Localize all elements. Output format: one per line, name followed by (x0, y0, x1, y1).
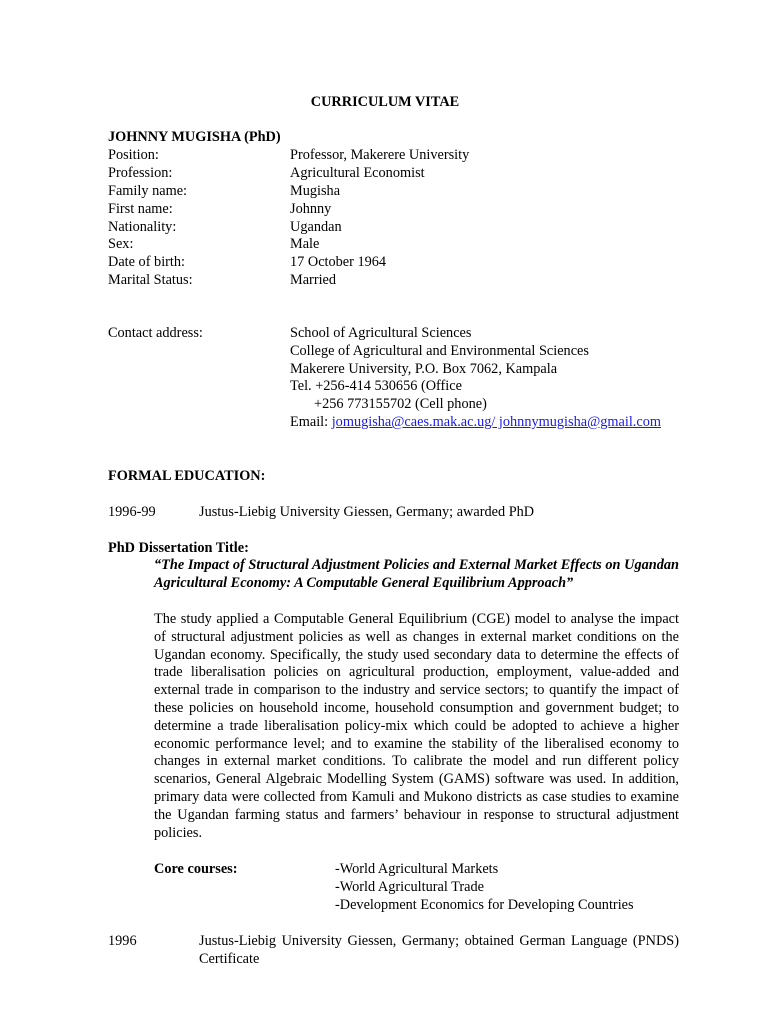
field-value: Mugisha (290, 183, 341, 199)
personal-row-date-of-birth (108, 254, 688, 272)
course-item: -Development Economics for Developing Countries (335, 896, 634, 913)
field-value: Professor, Makerere University (290, 147, 470, 163)
dissertation-title: “The Impact of Structural Adjustment Policies and External Market Effects on Ugandan Agricultural Economy: A Computable General Equilibrium Approach” (154, 557, 679, 591)
office-phone: Tel. +256-414 530656 (Office (290, 378, 462, 395)
address-line: College of Agricultural and Environmental Sciences (290, 342, 589, 359)
dissertation-abstract: The study applied a Computable General Equilibrium (CGE) model to analyse the impact of structural adjustment policies as well as changes in external market conditions on the Ugandan economy. Specifically, the study used secondary data to determine the effects of trade liberalisation policies on agricultural production, employment, value-added and external trade in comparison to the industry and service sectors; to quantify the impact of these policies on household income, household consumption and government budget; to determine a trade liberalisation policy-mix which could be adopted to achieve a higher economic performance level; and to examine the stability of the liberalised economy to changes in external market conditions. To calibrate the model and run different policy scenarios, General Algebraic Modelling System (GAMS) software was used. In addition, primary data were collected from Kamuli and Mukono districts as case studies to examine the Ugandan farming status and farmers’ behaviour in response to structural adjustment policies. (154, 611, 679, 841)
field-value: Agricultural Economist (290, 165, 425, 181)
field-value: Ugandan (290, 219, 342, 235)
personal-row-family-name (108, 183, 688, 201)
field-value: Male (290, 236, 320, 252)
contact-label: Contact address: (108, 325, 203, 341)
email-link[interactable]: jomugisha@caes.mak.ac.ug/ johnnymugisha@gmail.com (331, 413, 661, 430)
email-line (290, 414, 661, 432)
education-year: 1996 (108, 933, 137, 949)
field-label: Marital Status: (108, 272, 193, 288)
formal-education-heading: FORMAL EDUCATION: (108, 468, 266, 484)
personal-row-nationality (108, 219, 688, 237)
course-item: -World Agricultural Markets (335, 861, 499, 877)
field-label: Nationality: (108, 219, 177, 235)
course-item: -World Agricultural Trade (335, 878, 484, 895)
field-label: Family name: (108, 183, 188, 199)
core-courses-list (335, 861, 634, 914)
person-name: JOHNNY MUGISHA (PhD) (108, 129, 281, 145)
personal-row-sex (108, 236, 688, 254)
field-label: Profession: (108, 165, 173, 181)
field-value: Married (290, 272, 337, 288)
personal-row-position (108, 147, 688, 165)
field-label: First name: (108, 201, 173, 217)
cell-phone: +256 773155702 (Cell phone) (314, 396, 487, 413)
education-description: Justus-Liebig University Giessen, Germany; awarded PhD (199, 504, 535, 520)
personal-row-first-name (108, 201, 688, 219)
education-year: 1996-99 (108, 504, 156, 520)
core-courses-label: Core courses: (154, 861, 238, 877)
email-label: Email: (290, 413, 332, 430)
field-value: 17 October 1964 (290, 254, 387, 270)
dissertation-heading: PhD Dissertation Title: (108, 540, 249, 556)
personal-row-marital-status (108, 272, 688, 290)
document-title: CURRICULUM VITAE (310, 94, 460, 110)
personal-row-profession (108, 165, 688, 183)
contact-address (290, 325, 661, 432)
address-line: School of Agricultural Sciences (290, 325, 472, 341)
field-label: Sex: (108, 236, 134, 252)
field-label: Position: (108, 147, 159, 163)
field-label: Date of birth: (108, 254, 186, 270)
field-value: Johnny (290, 201, 332, 217)
address-line: Makerere University, P.O. Box 7062, Kampala (290, 360, 558, 377)
education-description: Justus-Liebig University Giessen, Germany; obtained German Language (PNDS) Certificate (199, 933, 679, 967)
